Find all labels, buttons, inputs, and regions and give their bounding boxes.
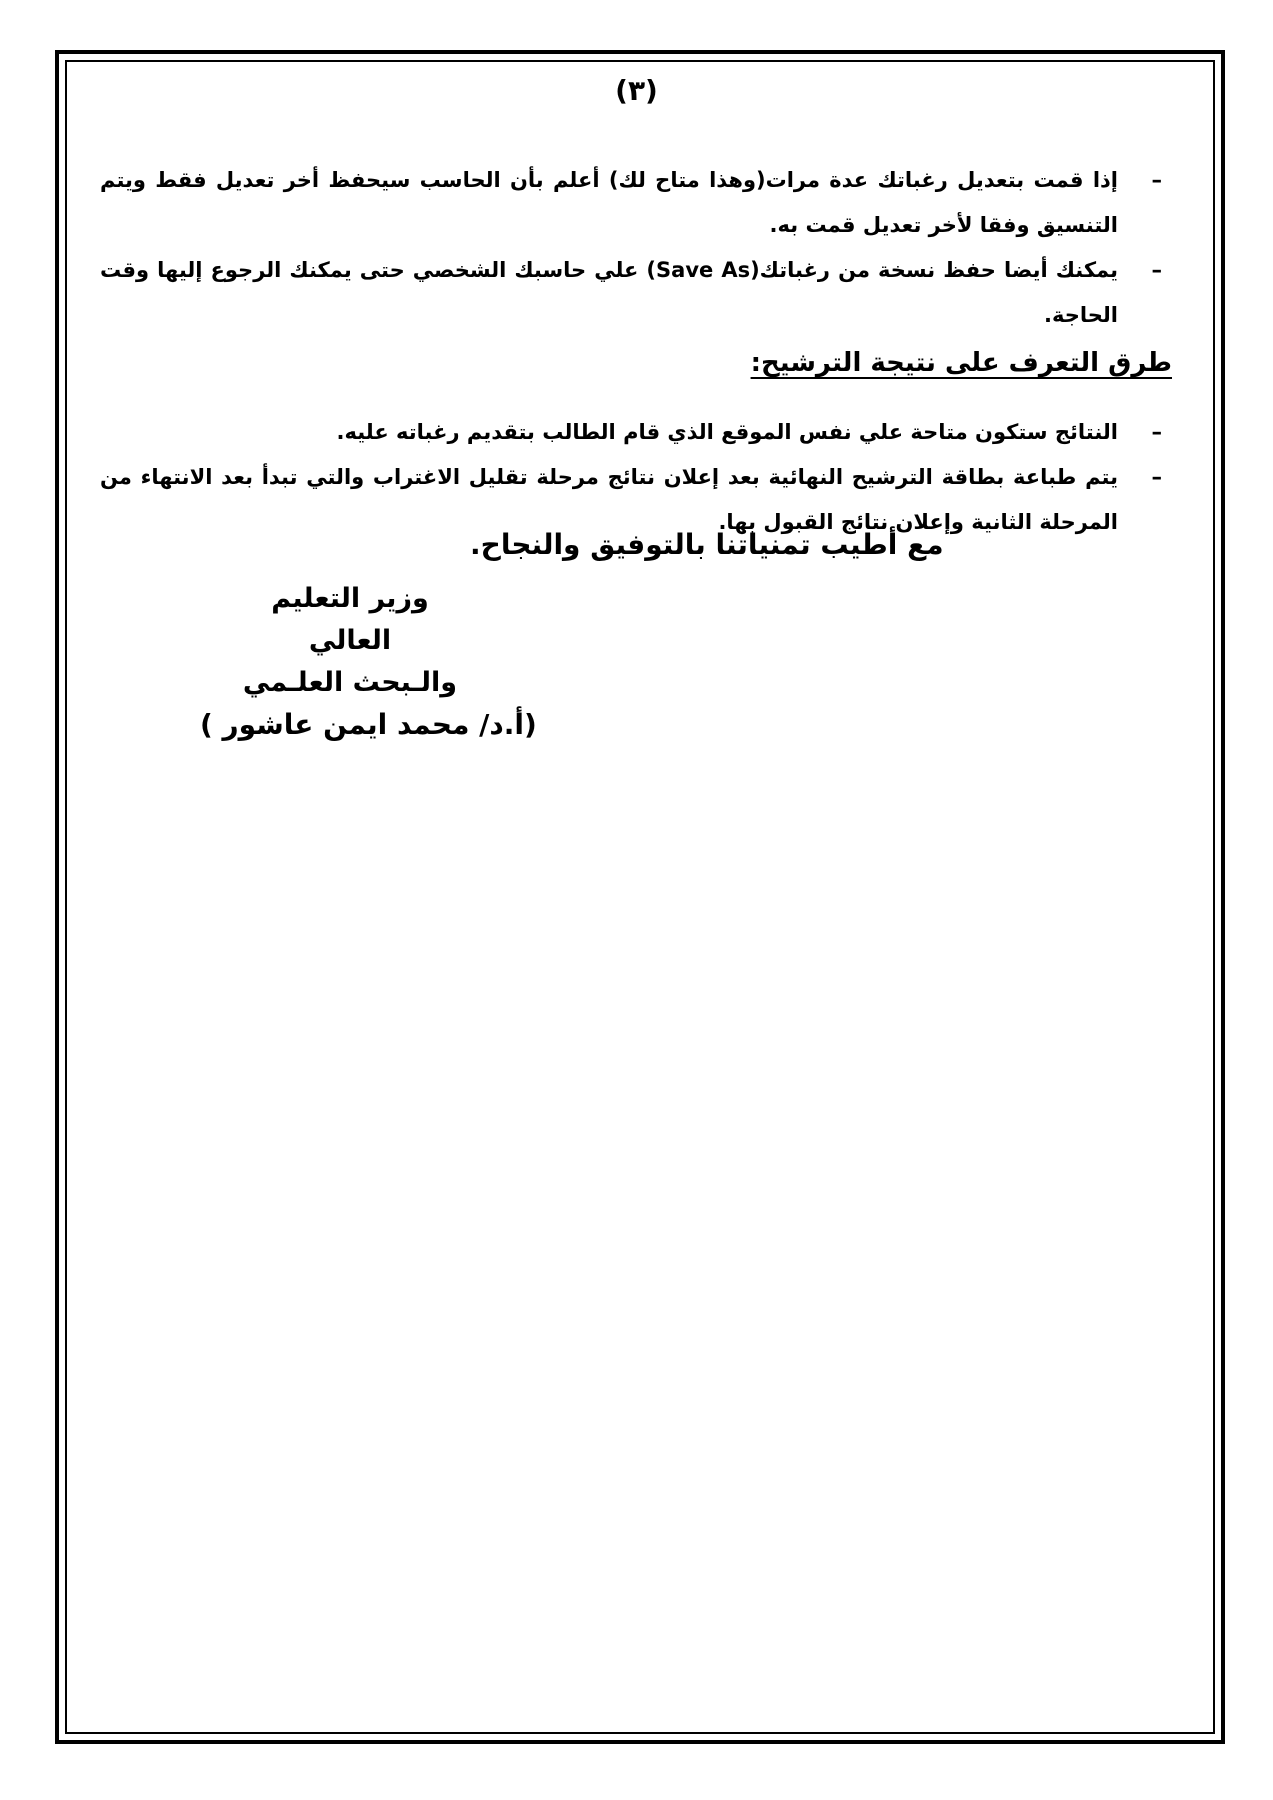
list-item <box>100 248 1170 338</box>
list-item-text: النتائج ستكون متاحة علي نفس الموقع الذي قام الطالب بتقديم رغباته عليه. <box>336 420 1118 444</box>
bullet-dash: – <box>1151 168 1162 192</box>
minister-title-line2: والـبحث العلـمي <box>242 667 458 698</box>
instructions-list <box>100 158 1170 338</box>
bullet-dash: – <box>1151 258 1162 282</box>
bullet-dash: – <box>1151 465 1162 489</box>
document-body <box>100 158 1170 545</box>
list-item <box>100 410 1170 455</box>
section-heading: طرق التعرف على نتيجة الترشيح: <box>750 348 1172 378</box>
signature-name: (أ.د/ محمد ايمن عاشور ) <box>200 708 537 741</box>
bullet-dash: – <box>1151 420 1162 444</box>
results-list <box>100 410 1170 545</box>
minister-title <box>230 578 470 704</box>
list-item-text: يتم طباعة بطاقة الترشيح النهائية بعد إعلان نتائج مرحلة تقليل الاغتراب والتي تبدأ بعد الانتهاء من المرحلة الثانية وإعلان نتائج القبول بها. <box>100 465 1118 534</box>
list-item-text: يمكنك أيضا حفظ نسخة من رغباتك(Save As) علي حاسبك الشخصي حتى يمكنك الرجوع إليها وقت الحاجة. <box>100 258 1119 327</box>
page-number: (٣) <box>615 74 658 107</box>
closing-wishes: مع أطيب تمنياتنا بالتوفيق والنجاح. <box>470 528 944 561</box>
minister-title-line1: وزير التعليم العالي <box>271 583 429 656</box>
list-item-text: إذا قمت بتعديل رغباتك عدة مرات(وهذا متاح لك) أعلم بأن الحاسب سيحفظ أخر تعديل فقط ويتم التنسيق وفقا لأخر تعديل قمت به. <box>100 168 1118 237</box>
list-item <box>100 158 1170 248</box>
